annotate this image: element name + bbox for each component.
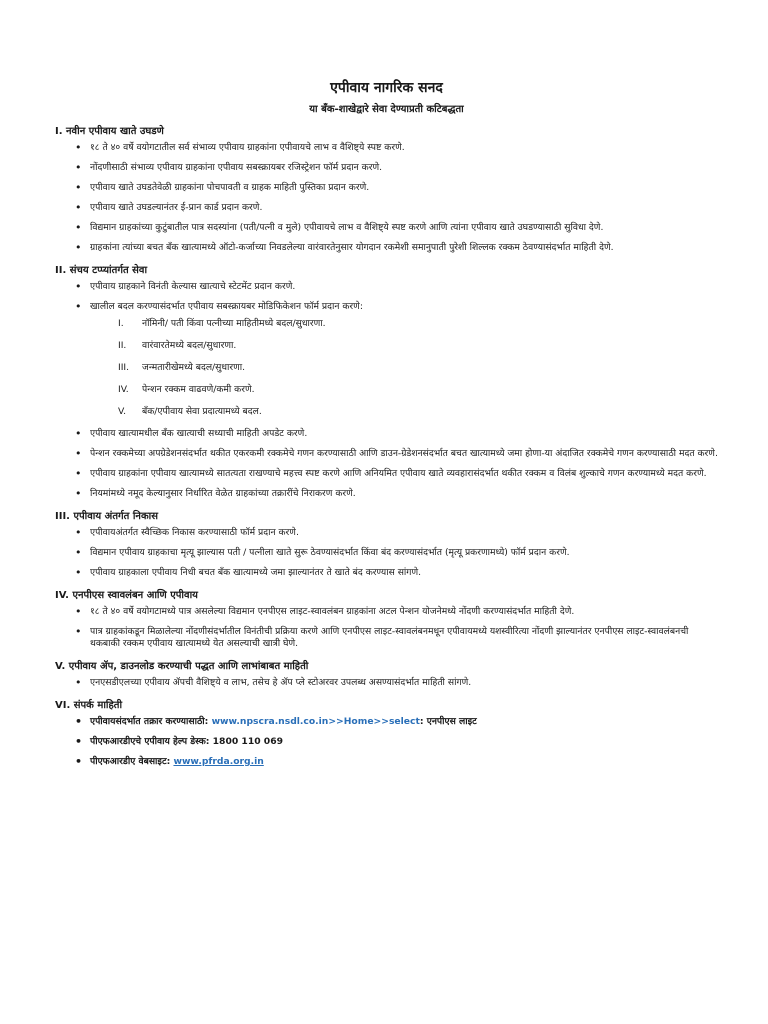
contact-label: पीएफआरडीए वेबसाइट: (90, 756, 174, 767)
list-item: • १८ ते ४० वर्षे वयोगटातील सर्व संभाव्य एपीवाय ग्राहकांना एपीवायचे लाभ व वैशिष्ट्ये स्पष्ट करणे. (75, 142, 718, 154)
list-item: • एपीवाय ग्राहकांना एपीवाय खात्यामध्ये सातत्यता राखण्याचे महत्त्व स्पष्ट करणे आणि अनियमित एपीवाय खाते व्यवहारासंदर्भात थकीत रक्कम व विलंब शुल्काचे गणन करण्यामध्ये मदत करणे. (75, 468, 718, 480)
sublist-item (118, 318, 718, 330)
bullet-list (55, 281, 718, 500)
section-heading: V. एपीवाय ॲप, डाउनलोड करण्याची पद्धत आणि लाभांबाबत माहिती (55, 661, 309, 672)
list-item: • ग्राहकांना त्यांच्या बचत बँक खात्यामध्ये ऑटो-कर्जाच्या निवडलेल्या वारंवारतेनुसार योगदान रकमेशी समानुपाती पुरेशी शिल्लक रक्कम ठेवण्यासंदर्भात माहिती देणे. (75, 242, 718, 254)
sublist-text: बँक/एपीवाय सेवा प्रदात्यामध्ये बदल. (142, 406, 262, 417)
section-accumulation-services (55, 262, 718, 500)
list-item: • विद्यमान एपीवाय ग्राहकाचा मृत्यू झाल्यास पती / पत्नीला खाते सुरू ठेवण्यासंदर्भात किंवा बंद करण्यासंदर्भात (मृत्यू प्रकरणामध्ये) फॉर्म प्रदान करणे. (75, 547, 718, 559)
list-item: • एपीवाय खाते उघडल्यानंतर ई-प्रान कार्ड प्रदान करणे. (75, 202, 718, 214)
sublist-item (118, 384, 718, 396)
list-item: • पेन्शन रक्कमेच्या अपग्रेडेशनसंदर्भात थकीत एकरकमी रक्कमेचे गणन करण्यासाठी आणि डाउन-ग्रेडेशनसंदर्भात बचत खात्यामध्ये जमा होणा-या अंदाजित रक्कमेचे गणन करण्यासाठी मदत करणे. (75, 448, 718, 460)
list-item: • एपीवाय खात्यामधील बँक खात्याची सध्याची माहिती अपडेट करणे. (75, 428, 718, 440)
pfrda-website-link[interactable]: www.pfrda.org.in (173, 756, 264, 767)
section-contact (55, 697, 718, 768)
bullet-list (55, 142, 718, 254)
roman-sublist (90, 318, 718, 418)
contact-list (55, 716, 718, 768)
sublist-number: II. (118, 340, 127, 351)
list-item: • एपीवाय खाते उघडतेवेळी ग्राहकांना पोचपावती व ग्राहक माहिती पुस्तिका प्रदान करणे. (75, 182, 718, 194)
sublist-item (118, 362, 718, 374)
contact-label: पीएफआरडीएचे एपीवाय हेल्प डेस्क: 1800 110 069 (90, 736, 283, 747)
list-item: • नोंदणीसाठी संभाव्य एपीवाय ग्राहकांना एपीवाय सबस्क्रायबर रजिस्ट्रेशन फॉर्म प्रदान करणे. (75, 162, 718, 174)
sublist-text: पेन्शन रक्कम वाढवणे/कमी करणे. (142, 384, 255, 395)
section-heading: IV. एनपीएस स्वावलंबन आणि एपीवाय (55, 590, 198, 601)
list-item: • एनएसडीएलच्या एपीवाय ॲपची वैशिष्ट्ये व लाभ, तसेच हे ॲप प्ले स्टोअरवर उपलब्ध असण्यासंदर्भात माहिती सांगणे. (75, 677, 718, 689)
section-heading: VI. संपर्क माहिती (55, 700, 123, 711)
sublist-item (118, 406, 718, 418)
list-item: • नियमांमध्ये नमूद केल्यानुसार निर्धारित वेळेत ग्राहकांच्या तक्रारींचे निराकरण करणे. (75, 488, 718, 500)
contact-item-website (75, 756, 718, 768)
section-app-info (55, 658, 718, 689)
sublist-number: IV. (118, 384, 129, 395)
section-nps-swavalamban (55, 587, 718, 650)
npscra-link[interactable]: www.npscra.nsdl.co.in>>Home>>select (211, 716, 420, 727)
list-item: • पात्र ग्राहकांकडून मिळालेल्या नोंदणीसंदर्भातील विनंतीची प्रक्रिया करणे आणि एनपीएस लाइट-स्वावलंबनमधून एपीवायमध्ये यशस्वीरित्या नोंदणी झाल्यानंतर एनपीएस लाइट-स्वावलंबनची थकबाकी रक्कम एपीवाय खात्यामध्ये येत असल्याची खात्री घेणे. (75, 626, 718, 650)
sublist-number: III. (118, 362, 130, 373)
contact-item-complaint (75, 716, 718, 728)
contact-suffix: : एनपीएस लाइट (419, 716, 477, 727)
bullet-list (55, 677, 718, 689)
sublist-text: नॉमिनी/ पती किंवा पत्नीच्या माहितीमध्ये बदल/सुधारणा. (142, 318, 326, 329)
contact-label: एपीवायसंदर्भात तक्रार करण्यासाठी: (90, 716, 212, 727)
bullet-list (55, 606, 718, 650)
section-exit (55, 508, 718, 579)
list-item: • एपीवाय ग्राहकाला एपीवाय निधी बचत बँक खात्यामध्ये जमा झाल्यानंतर ते खाते बंद करण्यास सांगणे. (75, 567, 718, 579)
section-heading: III. एपीवाय अंतर्गत निकास (55, 511, 158, 522)
bullet-list (55, 527, 718, 579)
document-subtitle: या बँक-शाखेद्वारे सेवा देण्याप्रती कटिबद्धता (309, 104, 464, 115)
sublist-text: वारंवारतेमध्ये बदल/सुधारणा. (142, 340, 237, 351)
document-title: एपीवाय नागरिक सनद (330, 80, 443, 96)
list-item: • एपीवायअंतर्गत स्वैच्छिक निकास करण्यासाठी फॉर्म प्रदान करणे. (75, 527, 718, 539)
contact-item-helpdesk (75, 736, 718, 748)
sublist-number: V. (118, 406, 127, 417)
list-item-text: खालील बदल करण्यासंदर्भात एपीवाय सबस्क्रायबर मोडिफिकेशन फॉर्म प्रदान करणे: (90, 301, 363, 312)
list-item-with-sublist (75, 301, 718, 418)
sublist-text: जन्मतारीखेमध्ये बदल/सुधारणा. (142, 362, 246, 373)
section-heading: II. संचय टप्प्यांतर्गत सेवा (55, 265, 148, 276)
sublist-item (118, 340, 718, 352)
section-heading: I. नवीन एपीवाय खाते उघडणे (55, 126, 164, 137)
sublist-number: I. (118, 318, 124, 329)
list-item: • विद्यमान ग्राहकांच्या कुटुंबातील पात्र सदस्यांना (पती/पत्नी व मुले) एपीवायचे लाभ व वैशिष्ट्ये स्पष्ट करणे आणि त्यांना एपीवाय खाते उघडण्यासाठी सुविधा देणे. (75, 222, 718, 234)
list-item: • १८ ते ४० वर्षे वयोगटामध्ये पात्र असलेल्या विद्यमान एनपीएस लाइट-स्वावलंबन ग्राहकांना अटल पेन्शन योजनेमध्ये नोंदणी करण्यासंदर्भात माहिती देणे. (75, 606, 718, 618)
list-item: • एपीवाय ग्राहकाने विनंती केल्यास खात्याचे स्टेटमेंट प्रदान करणे. (75, 281, 718, 293)
section-new-account (55, 123, 718, 254)
